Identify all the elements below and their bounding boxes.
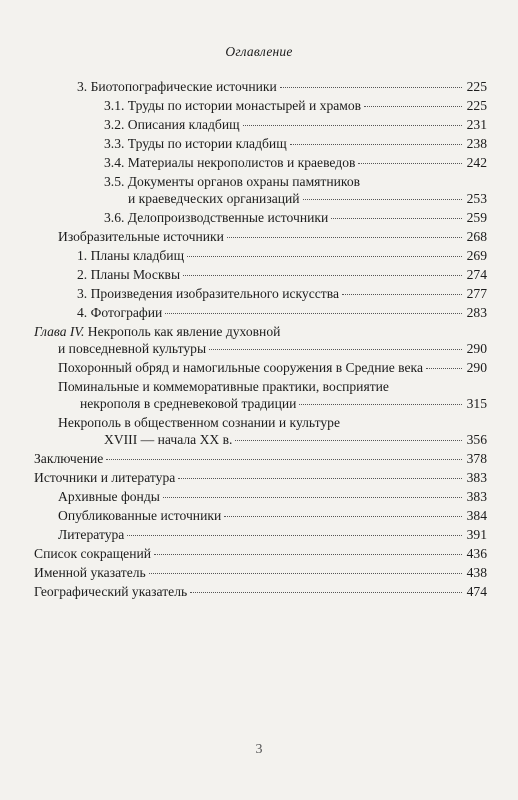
leader-dots [290, 143, 462, 145]
leader-dots [163, 496, 462, 498]
page-number: 3 [255, 742, 263, 757]
leader-dots [154, 553, 462, 555]
toc-entry [34, 564, 487, 581]
toc-entry-title: Некрополь в общественном сознании и культуре [58, 415, 340, 430]
leader-dots [299, 403, 462, 405]
toc-entry-page: 225 [466, 79, 487, 94]
toc-entry-page: 242 [466, 155, 487, 170]
leader-dots [183, 274, 462, 276]
toc-entry-page: 268 [466, 229, 487, 244]
toc-entry [77, 285, 487, 302]
toc-entry-page: 238 [466, 136, 487, 151]
toc-entry [34, 469, 487, 486]
leader-dots [127, 534, 462, 536]
toc-entry [34, 583, 487, 600]
toc-entry-title: Географический указатель [34, 584, 188, 599]
toc-entry-title: Заключение [34, 451, 104, 466]
toc-entry-title: Некрополь как явление духовной [84, 324, 281, 339]
toc-entry-title: Литература [58, 527, 125, 542]
toc-entry-page: 356 [466, 432, 487, 447]
toc-entry [58, 228, 487, 245]
toc-entry-title: 4. Фотографии [77, 305, 163, 320]
toc-entry-title: Изобразительные источники [58, 229, 224, 244]
leader-dots [303, 198, 462, 200]
leader-dots [235, 439, 462, 441]
toc-entry-title: 3. Произведения изобразительного искусства [77, 286, 340, 301]
toc-entry-title: 3.5. Документы органов охраны памятников [104, 174, 361, 189]
toc-entry-page: 283 [466, 305, 487, 320]
toc-entry [77, 247, 487, 264]
toc-entry-page: 384 [466, 508, 487, 523]
toc-entry [58, 507, 487, 524]
toc-entry-title: Похоронный обряд и намогильные сооружения в Средние века [58, 360, 423, 375]
toc-entry [58, 340, 487, 357]
toc-entry-page: 225 [466, 98, 487, 113]
toc-entry [104, 154, 487, 171]
toc-entry-title: 3.1. Труды по истории монастырей и храмов [104, 98, 362, 113]
chapter-label: Глава IV. [34, 324, 85, 339]
toc-entry [77, 304, 487, 321]
toc-entry-title: и краеведческих организаций [128, 191, 300, 206]
toc-entry [58, 526, 487, 543]
toc-entry-page: 274 [466, 267, 487, 282]
toc-entry-page: 378 [466, 451, 487, 466]
leader-dots [149, 572, 462, 574]
leader-dots [426, 367, 462, 369]
toc-entry-page: 290 [466, 360, 487, 375]
toc-entry-title: Опубликованные источники [58, 508, 222, 523]
leader-dots [106, 458, 462, 460]
toc-entry-page: 231 [466, 117, 487, 132]
leader-dots [165, 312, 462, 314]
toc-entry [104, 431, 487, 448]
toc-entry [104, 116, 487, 133]
toc-entry-page: 259 [466, 210, 487, 225]
toc-entry-title: 3. Биотопографические источники [77, 79, 277, 94]
toc-entry-page: 290 [466, 341, 487, 356]
leader-dots [178, 477, 462, 479]
toc-entry [58, 488, 487, 505]
toc-entry [58, 359, 487, 376]
leader-dots [358, 162, 462, 164]
toc-entry-page: 253 [466, 191, 487, 206]
toc-entry [77, 78, 487, 95]
toc-entry-title: 3.6. Делопроизводственные источники [104, 210, 329, 225]
toc-entry-title: Именной указатель [34, 565, 146, 580]
toc-entry [128, 190, 487, 207]
toc-entry [34, 545, 487, 562]
toc-entry-title: Список сокращений [34, 546, 152, 561]
toc-entry-title: 3.3. Труды по истории кладбищ [104, 136, 287, 151]
leader-dots [364, 105, 462, 107]
toc-entry [104, 209, 487, 226]
leader-dots [187, 255, 462, 257]
leader-dots [280, 86, 462, 88]
toc-entry-page: 436 [466, 546, 487, 561]
leader-dots [331, 217, 462, 219]
toc-entry [77, 266, 487, 283]
toc-entry-page: 269 [466, 248, 487, 263]
toc-entry-title: Архивные фонды [58, 489, 160, 504]
toc-entry-page: 277 [466, 286, 487, 301]
toc-entry-title: 3.2. Описания кладбищ [104, 117, 240, 132]
toc-entry [104, 135, 487, 152]
toc-entry-page: 383 [466, 489, 487, 504]
leader-dots [243, 124, 462, 126]
leader-dots [190, 591, 462, 593]
toc-entry-page: 391 [466, 527, 487, 542]
leader-dots [209, 348, 462, 350]
toc-entry-title: 3.4. Материалы некрополистов и краеведов [104, 155, 356, 170]
leader-dots [342, 293, 462, 295]
chapter-heading [34, 323, 518, 340]
toc-entry-title: XVIII — начала XX в. [104, 432, 233, 447]
page-title: Оглавление [225, 44, 293, 59]
toc-entry-title: и повседневной культуры [58, 341, 207, 356]
toc-entry-page: 474 [466, 584, 487, 599]
leader-dots [224, 515, 462, 517]
toc-entry-title: Источники и литература [34, 470, 176, 485]
toc-entry-page: 383 [466, 470, 487, 485]
toc-entry-page: 438 [466, 565, 487, 580]
toc-entry-title: Поминальные и коммеморативные практики, восприятие [58, 379, 389, 394]
leader-dots [227, 236, 462, 238]
toc-entry-title: некрополя в средневековой традиции [80, 396, 297, 411]
toc-entry-title: 2. Планы Москвы [77, 267, 181, 282]
toc-entry [80, 395, 487, 412]
toc-entry-page: 315 [466, 396, 487, 411]
toc-entry [34, 450, 487, 467]
toc-entry-title: 1. Планы кладбищ [77, 248, 185, 263]
toc-entry [104, 97, 487, 114]
